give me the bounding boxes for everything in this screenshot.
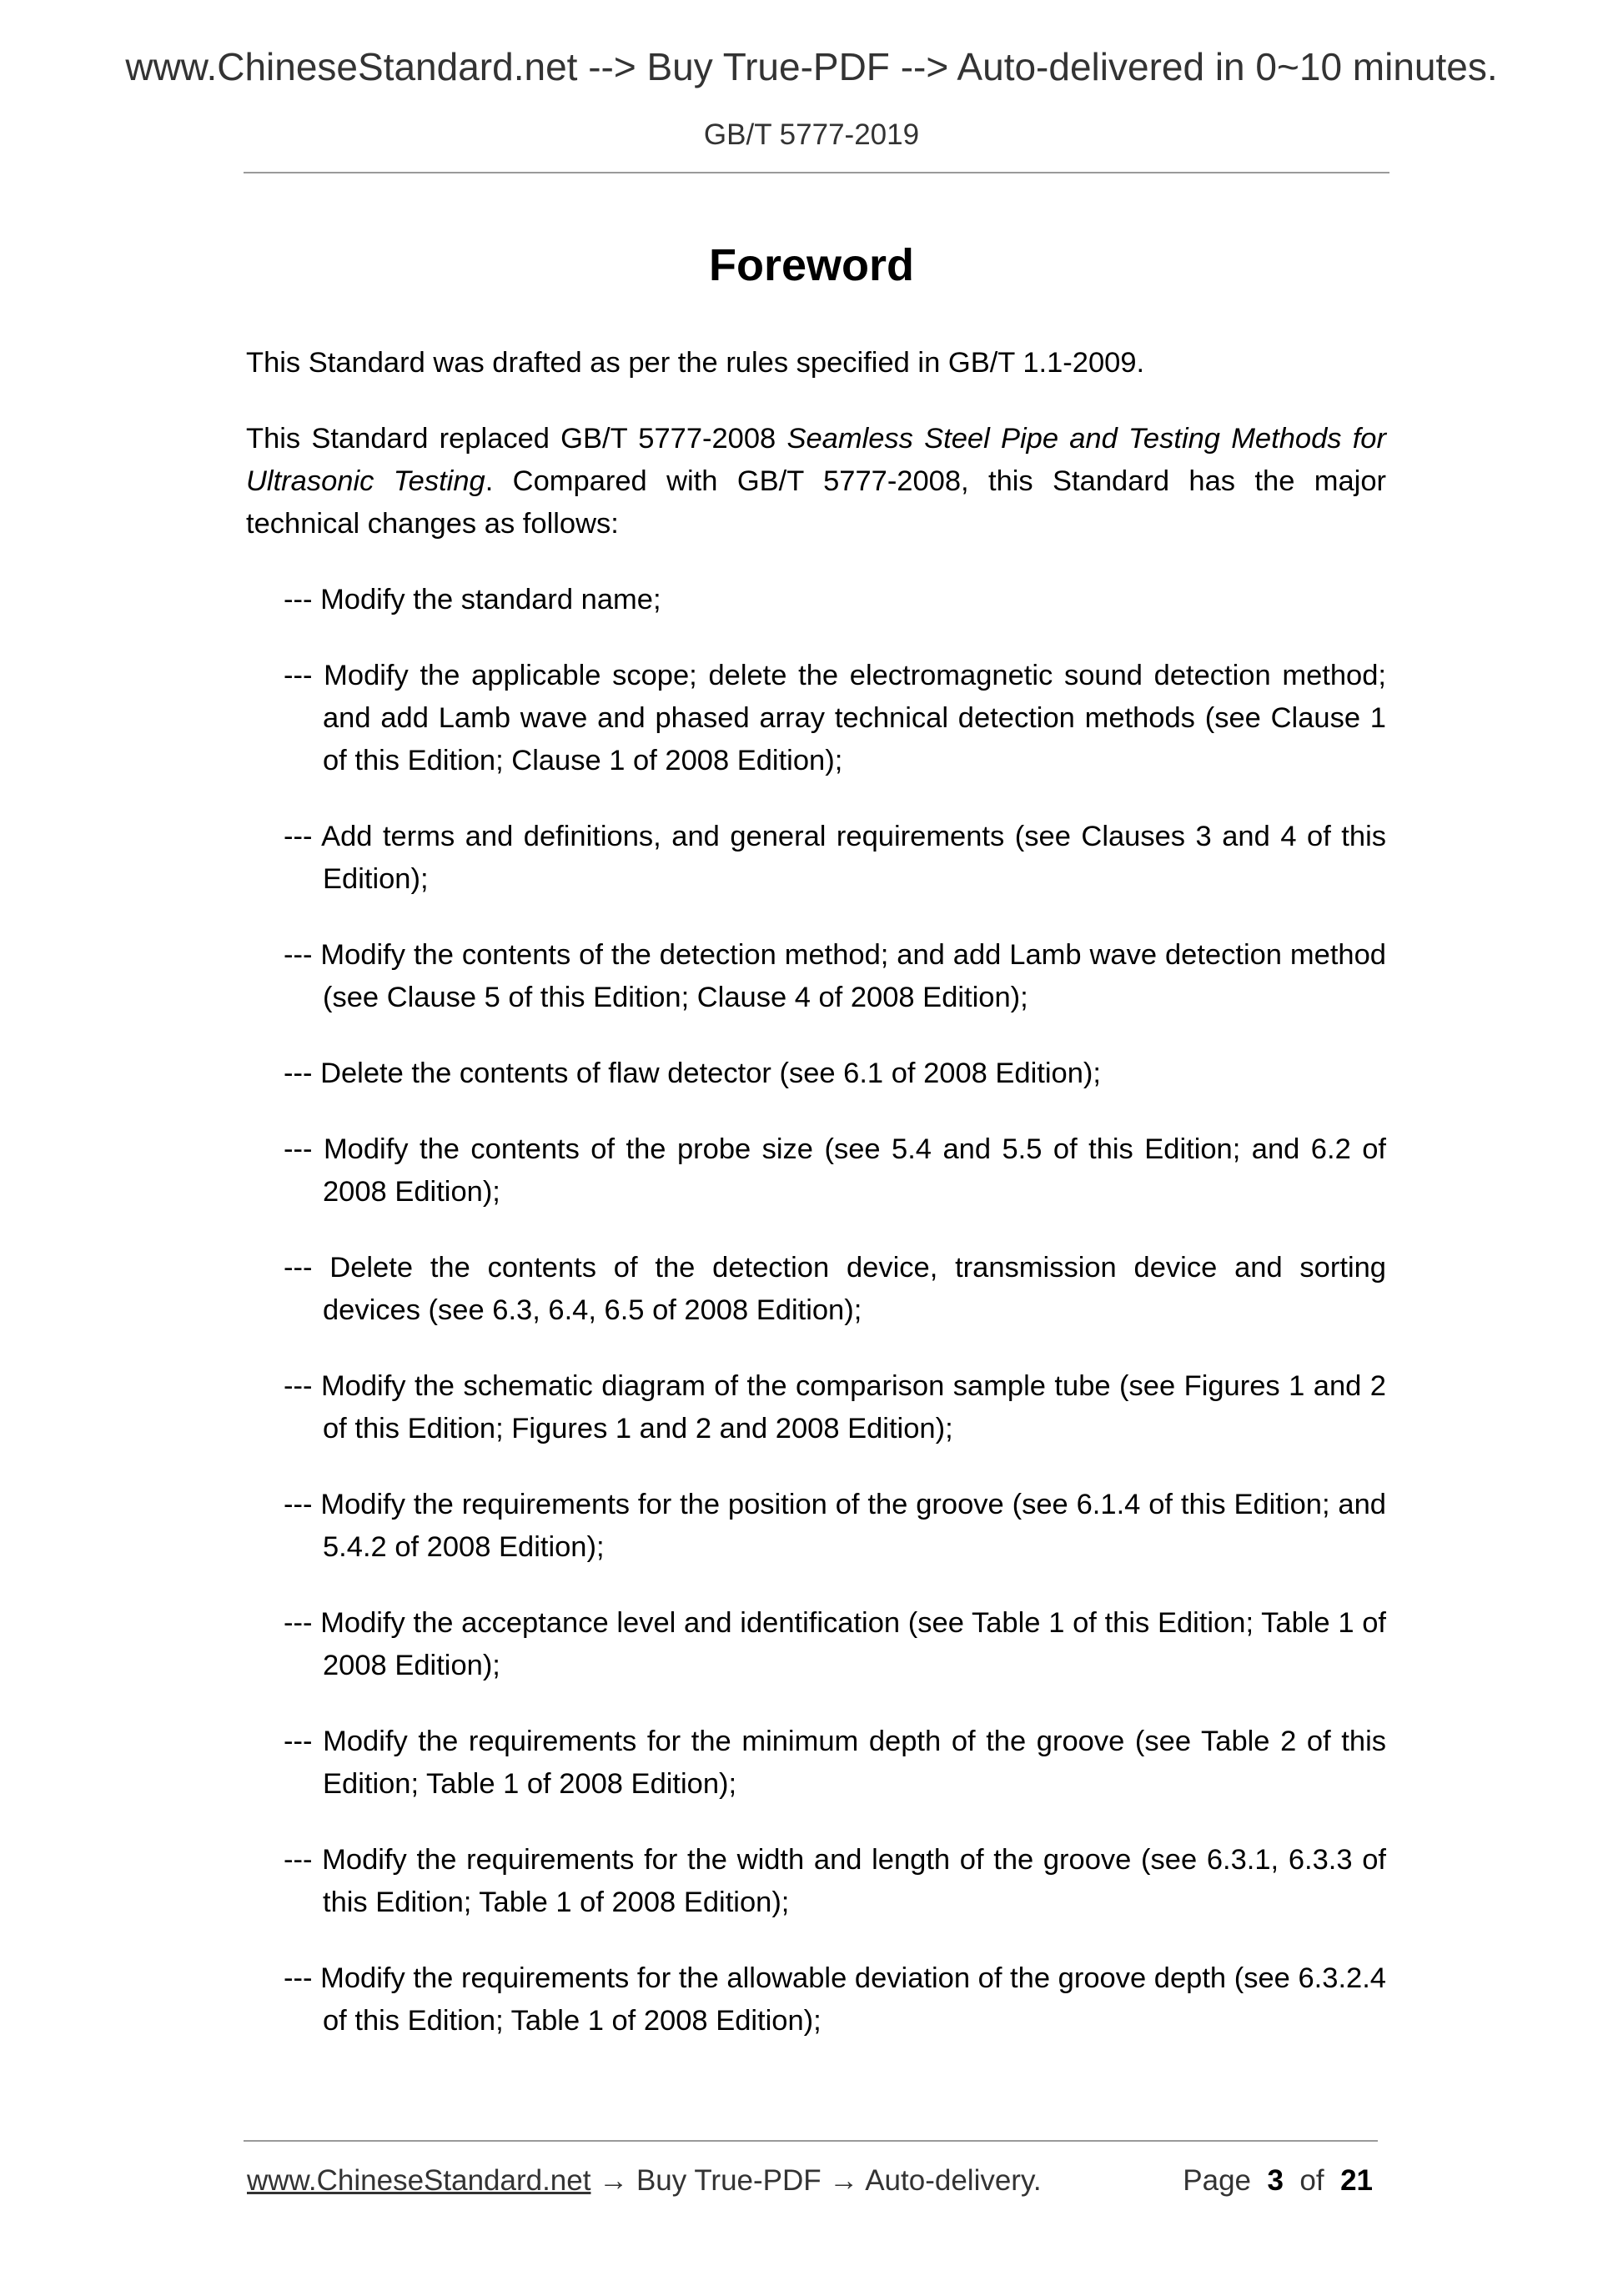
list-marker: --- [284,1252,313,1284]
arrow-icon: → [829,2164,859,2197]
replacement-tail: . Compared with GB/T 5777-2008, this Standard has the major technical changes as follows: [246,465,1387,540]
page-title: Foreword [708,240,914,290]
list-marker: --- [284,939,313,971]
page-number [1183,2162,1373,2200]
list-item-text: Modify the schematic diagram of the comparison sample tube (see Figures 1 and 2 of this Edition; Figures 1 and 2 and 2008 Edition); [320,1370,1386,1444]
list-marker: --- [284,1133,313,1165]
list-marker: --- [284,660,313,691]
technical-changes-list [246,579,1386,2042]
replacement-lead: This Standard replaced GB/T 5777-2008 [246,423,787,455]
of-label: of [1299,2164,1324,2197]
list-item [246,1957,1386,2042]
site-link[interactable]: www.ChineseStandard.net [247,2164,591,2197]
top-banner: www.ChineseStandard.net --> Buy True-PDF --> Auto-delivered in 0~10 minutes. [125,45,1498,88]
list-item [246,655,1386,782]
list-item [246,1247,1386,1332]
list-marker: --- [284,1370,313,1402]
list-item [246,1484,1386,1569]
list-item-text: Modify the applicable scope; delete the electromagnetic sound detection method; and add Lamb wave and phased array technical detection methods (see Clause 1 of this Edition; Clause 1 of 2008 Edition); [323,660,1387,776]
header-divider [244,172,1389,173]
page-label: Page [1183,2164,1252,2197]
list-item-text: Modify the acceptance level and identification (see Table 1 of this Edition; Table 1 of 2008 Edition); [320,1607,1386,1681]
list-marker: --- [284,1962,313,1994]
list-item-text: Add terms and definitions, and general requirements (see Clauses 3 and 4 of this Edition); [321,821,1386,895]
list-marker: --- [284,1058,313,1089]
list-item-text: Modify the requirements for the position of the groove (see 6.1.4 of this Edition; and 5.4.2 of 2008 Edition); [320,1489,1386,1563]
list-item-text: Modify the requirements for the minimum depth of the groove (see Table 2 of this Edition; Table 1 of 2008 Edition); [323,1726,1386,1800]
document-body [246,342,1386,2076]
list-item-text: Modify the contents of the probe size (see 5.4 and 5.5 of this Edition; and 6.2 of 2008 Edition); [323,1133,1386,1208]
list-item [246,1839,1386,1924]
list-marker: --- [284,821,313,852]
intro-paragraph: This Standard was drafted as per the rules specified in GB/T 1.1-2009. [246,347,1145,379]
replacement-paragraph [246,418,1386,545]
list-marker: --- [284,1726,313,1757]
list-marker: --- [284,584,313,615]
page-total: 21 [1340,2164,1373,2197]
delivery-text: Auto-delivery. [865,2164,1042,2197]
standard-code-header: GB/T 5777-2019 [703,118,920,151]
arrow-icon: → [599,2164,629,2197]
buy-pdf-text: Buy True-PDF [636,2164,822,2197]
list-item [246,1053,1386,1095]
list-item [246,1365,1386,1450]
list-item [246,816,1386,901]
replaced-standard-title: Seamless Steel Pipe and Testing Methods for Ultrasonic Testing [246,423,1386,497]
list-item [246,579,1386,621]
list-item-text: Modify the standard name; [320,584,661,615]
page-current: 3 [1267,2164,1284,2197]
list-marker: --- [284,1489,313,1520]
list-item [246,1602,1386,1687]
list-marker: --- [284,1607,313,1639]
list-marker: --- [284,1844,313,1876]
list-item-text: Delete the contents of the detection device, transmission device and sorting devices (see 6.3, 6.4, 6.5 of 2008 Edition); [323,1252,1386,1326]
list-item-text: Delete the contents of flaw detector (see 6.1 of 2008 Edition); [320,1058,1101,1089]
list-item [246,934,1386,1019]
list-item-text: Modify the requirements for the allowable deviation of the groove depth (see 6.3.2.4 of this Edition; Table 1 of 2008 Edition); [320,1962,1386,2037]
list-item-text: Modify the contents of the detection method; and add Lamb wave detection method (see Clause 5 of this Edition; Clause 4 of 2008 Edition); [320,939,1386,1013]
list-item [246,1721,1386,1806]
list-item [246,1128,1386,1213]
list-item-text: Modify the requirements for the width and length of the groove (see 6.3.1, 6.3.3 of this Edition; Table 1 of 2008 Edition); [322,1844,1386,1918]
footer-promo [247,2162,1042,2200]
footer-divider [244,2140,1378,2142]
